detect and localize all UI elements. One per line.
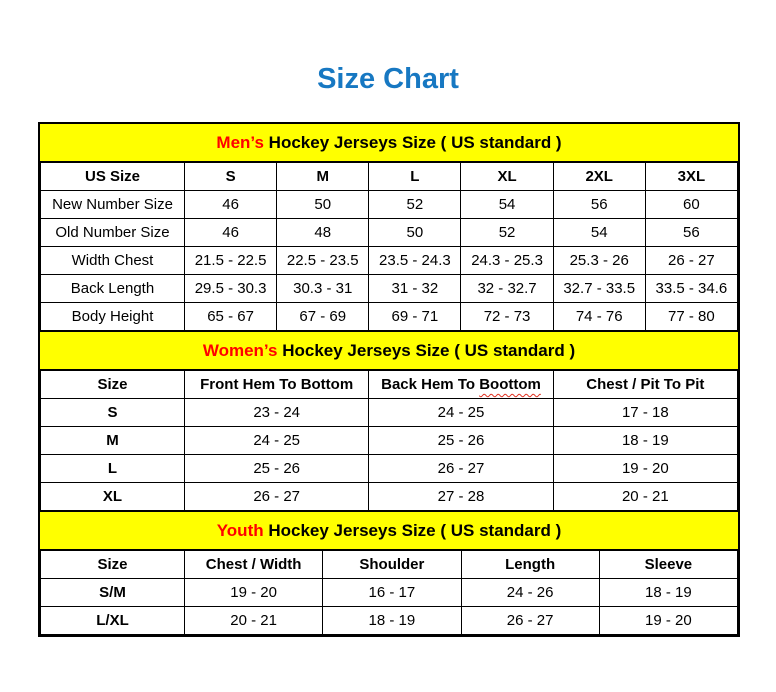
mens-size-table [40, 162, 738, 331]
size-value-cell: 21.5 - 22.5 [185, 247, 277, 275]
row-label: L [41, 455, 185, 483]
size-value-cell: 32.7 - 33.5 [553, 275, 645, 303]
size-value-cell: 24 - 26 [461, 579, 599, 607]
size-value-cell: 19 - 20 [553, 455, 737, 483]
size-value-cell: 33.5 - 34.6 [645, 275, 737, 303]
column-header: S [185, 163, 277, 191]
column-header: Shoulder [323, 551, 461, 579]
row-label: Body Height [41, 303, 185, 331]
size-value-cell: 26 - 27 [461, 607, 599, 635]
youth-band-text: Hockey Jerseys Size ( US standard ) [263, 521, 562, 540]
row-label: Old Number Size [41, 219, 185, 247]
youth-band-highlight: Youth [216, 521, 264, 540]
size-value-cell: 19 - 20 [599, 607, 737, 635]
size-value-cell: 20 - 21 [185, 607, 323, 635]
misspelled-word: Boottom [479, 376, 541, 393]
table-row [41, 607, 738, 635]
size-chart [38, 122, 740, 637]
size-value-cell: 25 - 26 [185, 455, 369, 483]
mens-section-band [40, 124, 738, 162]
row-label: L/XL [41, 607, 185, 635]
size-value-cell: 19 - 20 [185, 579, 323, 607]
size-value-cell: 72 - 73 [461, 303, 553, 331]
size-value-cell: 20 - 21 [553, 483, 737, 511]
page [0, 62, 776, 637]
size-value-cell: 50 [369, 219, 461, 247]
column-header [369, 371, 553, 399]
womens-band-highlight: Women’s [202, 341, 278, 360]
size-value-cell: 29.5 - 30.3 [185, 275, 277, 303]
women-header-row [41, 371, 738, 399]
size-value-cell: 54 [461, 191, 553, 219]
size-value-cell: 27 - 28 [369, 483, 553, 511]
table-row [41, 455, 738, 483]
size-value-cell: 69 - 71 [369, 303, 461, 331]
row-label: Width Chest [41, 247, 185, 275]
size-value-cell: 18 - 19 [553, 427, 737, 455]
size-value-cell: 24.3 - 25.3 [461, 247, 553, 275]
mens-band-text: Hockey Jerseys Size ( US standard ) [263, 133, 562, 152]
size-value-cell: 50 [277, 191, 369, 219]
size-value-cell: 77 - 80 [645, 303, 737, 331]
size-value-cell: 24 - 25 [369, 399, 553, 427]
column-header: Sleeve [599, 551, 737, 579]
womens-section-band [40, 331, 738, 370]
size-value-cell: 74 - 76 [553, 303, 645, 331]
column-header: Chest / Width [185, 551, 323, 579]
size-value-cell: 23 - 24 [185, 399, 369, 427]
size-value-cell: 26 - 27 [185, 483, 369, 511]
size-value-cell: 25.3 - 26 [553, 247, 645, 275]
youth-size-table [40, 550, 738, 635]
table-row [41, 247, 738, 275]
column-header: 3XL [645, 163, 737, 191]
size-value-cell: 16 - 17 [323, 579, 461, 607]
size-value-cell: 18 - 19 [323, 607, 461, 635]
column-header: Front Hem To Bottom [185, 371, 369, 399]
men-header-row [41, 163, 738, 191]
womens-size-table [40, 370, 738, 511]
table-row [41, 191, 738, 219]
size-value-cell: 30.3 - 31 [277, 275, 369, 303]
size-value-cell: 67 - 69 [277, 303, 369, 331]
column-header: 2XL [553, 163, 645, 191]
size-value-cell: 48 [277, 219, 369, 247]
row-label: S [41, 399, 185, 427]
size-value-cell: 54 [553, 219, 645, 247]
size-value-cell: 25 - 26 [369, 427, 553, 455]
row-label: Back Length [41, 275, 185, 303]
row-label: New Number Size [41, 191, 185, 219]
womens-band-text: Hockey Jerseys Size ( US standard ) [277, 341, 576, 360]
column-header: US Size [41, 163, 185, 191]
column-header: M [277, 163, 369, 191]
column-header: XL [461, 163, 553, 191]
size-value-cell: 24 - 25 [185, 427, 369, 455]
size-value-cell: 17 - 18 [553, 399, 737, 427]
size-value-cell: 46 [185, 219, 277, 247]
size-value-cell: 46 [185, 191, 277, 219]
table-row [41, 427, 738, 455]
size-value-cell: 32 - 32.7 [461, 275, 553, 303]
size-value-cell: 60 [645, 191, 737, 219]
size-value-cell: 52 [369, 191, 461, 219]
size-value-cell: 56 [645, 219, 737, 247]
column-header: Length [461, 551, 599, 579]
size-value-cell: 26 - 27 [645, 247, 737, 275]
column-header: Size [41, 551, 185, 579]
size-value-cell: 56 [553, 191, 645, 219]
column-header: L [369, 163, 461, 191]
size-value-cell: 23.5 - 24.3 [369, 247, 461, 275]
table-row [41, 483, 738, 511]
size-value-cell: 26 - 27 [369, 455, 553, 483]
mens-band-highlight: Men’s [216, 133, 264, 152]
column-header-text: Back Hem To [381, 376, 480, 393]
size-value-cell: 18 - 19 [599, 579, 737, 607]
row-label: M [41, 427, 185, 455]
column-header: Chest / Pit To Pit [553, 371, 737, 399]
table-row [41, 579, 738, 607]
table-row [41, 303, 738, 331]
youth-header-row [41, 551, 738, 579]
youth-section-band [40, 511, 738, 550]
table-row [41, 219, 738, 247]
size-value-cell: 31 - 32 [369, 275, 461, 303]
size-value-cell: 65 - 67 [185, 303, 277, 331]
page-title: Size Chart [317, 63, 459, 95]
table-row [41, 399, 738, 427]
size-value-cell: 52 [461, 219, 553, 247]
row-label: S/M [41, 579, 185, 607]
column-header: Size [41, 371, 185, 399]
table-row [41, 275, 738, 303]
size-value-cell: 22.5 - 23.5 [277, 247, 369, 275]
row-label: XL [41, 483, 185, 511]
